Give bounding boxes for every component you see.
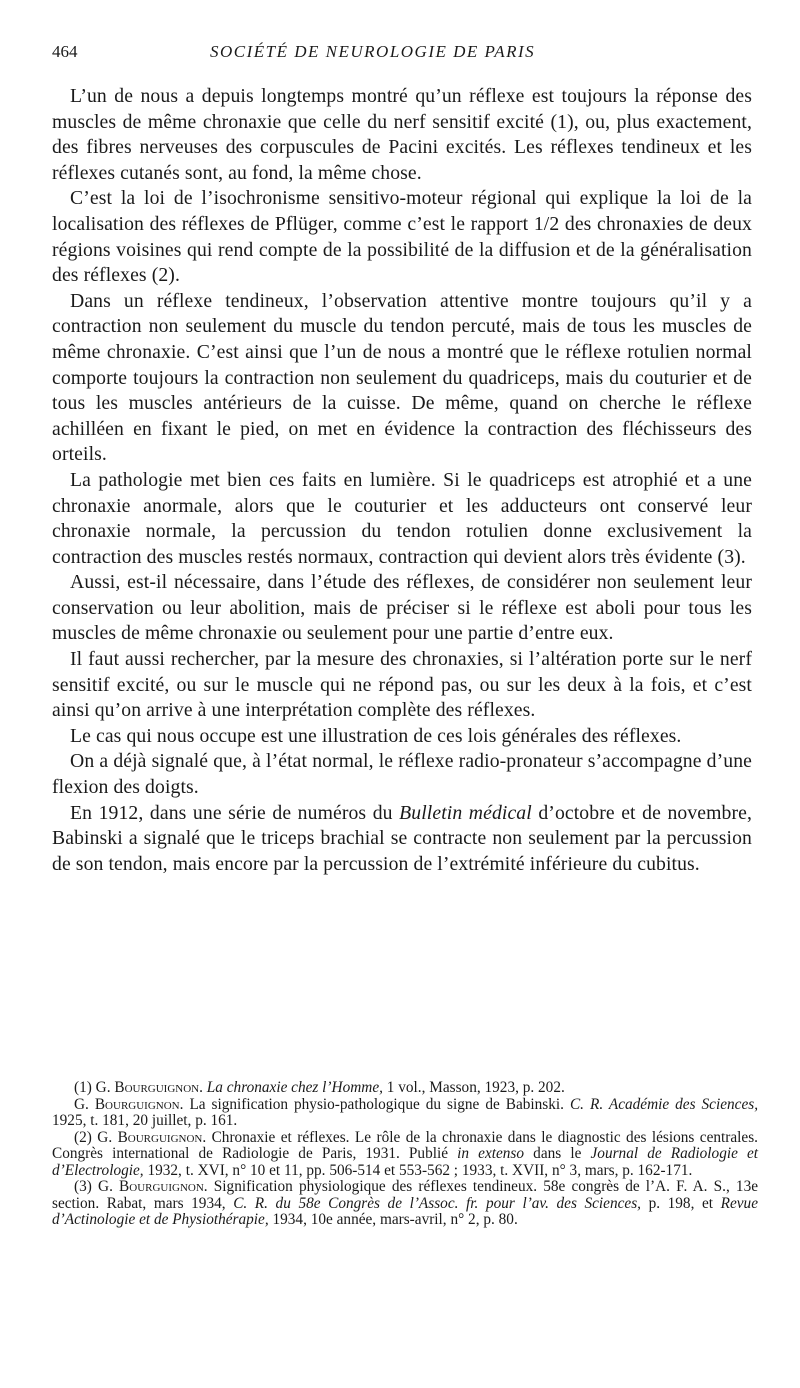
paragraph: Le cas qui nous occupe est une illustration de ces lois générales des réflexes. <box>70 724 682 747</box>
footnote-text: 1925, t. 181, 20 juillet, p. 161. <box>52 1112 238 1129</box>
text-segment: d’octobre et de novembre, Babinski a signalé que le triceps brachial se contracte non seulement par la percussion de son tendon, mais encore par la percussion de l’extrémité inférieure du cubitus. <box>52 801 753 875</box>
footnote-journal: Journal de Radiologie et d’Electrologie, <box>52 1145 759 1179</box>
footnote-1b <box>52 1097 758 1130</box>
footnote-2 <box>52 1130 758 1180</box>
running-head: SOCIÉTÉ DE NEUROLOGIE DE PARIS <box>210 42 536 61</box>
footnote-author: G. Bourguignon. <box>74 1095 184 1113</box>
paragraph: C’est la loi de l’isochronisme sensitivo-moteur régional qui explique la loi de la localisation des réflexes de Pflüger, comme c’est le rapport 1/2 des chronaxies de deux régions voisines qui rend compte de la possibilité de la diffusion et de la généralisation des réflexes (2). <box>52 187 752 287</box>
paragraph: La pathologie met bien ces faits en lumière. Si le quadriceps est atrophié et a une chronaxie anormale, alors que le couturier et les adducteurs ont conservé leur chronaxie normale, la percussion du tendon rotulien donne exclusivement la contraction des muscles restés normaux, contraction qui devient alors très évidente (3). <box>52 468 752 568</box>
footnotes <box>52 1080 758 1229</box>
body-text <box>52 84 752 877</box>
footnote-text: Chronaxie et réflexes. Le rôle de la chronaxie dans le diagnostic des lésions centrales. Congrès international de Radiologie de Paris, 1931. Publié <box>52 1128 758 1162</box>
footnote-text: 1934, 10e année, mars-avril, n° 2, p. 80. <box>272 1211 518 1228</box>
footnote-text: La signification physio-pathologique du signe de Babinski. <box>189 1095 564 1113</box>
footnote-journal: C. R. du 58e Congrès de l’Assoc. fr. pour l’av. des Sciences, <box>233 1194 641 1212</box>
paragraph: L’un de nous a depuis longtemps montré qu’un réflexe est toujours la réponse des muscles de même chronaxie que celle du nerf sensitif excité (1), ou, plus exactement, des fibres nerveuses des corpuscules de Pacini excités. Les réflexes tendineux et les réflexes cutanés sont, au fond, la même chose. <box>52 85 752 184</box>
text-segment: En 1912, dans une série de numéros du <box>70 801 400 824</box>
page-header <box>52 42 760 66</box>
footnote-number: (2) <box>74 1128 92 1146</box>
footnote-number: (1) <box>74 1079 92 1096</box>
footnote-author: G. Bourguignon. <box>98 1178 208 1195</box>
footnote-title: La chronaxie chez l’Homme, <box>206 1079 383 1096</box>
footnote-3 <box>52 1179 758 1229</box>
footnote-text: dans le <box>533 1145 582 1162</box>
journal-title: Bulletin médical <box>399 801 532 824</box>
footnote-author: G. Bourguignon. <box>97 1128 207 1146</box>
footnote-text: p. 198, et <box>648 1194 714 1212</box>
footnote-italic: in extenso <box>457 1145 525 1162</box>
footnote-text: Signification physiologique des réflexes tendineux. 58e congrès de l’A. F. A. S., 13e section. Rabat, mars 1934, <box>52 1178 759 1212</box>
footnote-journal: C. R. Académie des Sciences, <box>569 1095 759 1113</box>
page-number: 464 <box>52 42 78 61</box>
footnote-number: (3) <box>74 1178 92 1195</box>
footnote-journal: Revue d’Actinologie et de Physiothérapie, <box>52 1194 758 1228</box>
paragraph: Dans un réflexe tendineux, l’observation attentive montre toujours qu’il y a contraction non seulement du muscle du tendon percuté, mais de tous les muscles de même chronaxie. C’est ainsi que l’un de nous a montré que le réflexe rotulien normal comporte toujours la contraction non seulement du quadriceps, mais du couturier et de tous les muscles antérieurs de la cuisse. De même, quand on cherche le réflexe achilléen en fixant le pied, on met en évidence la contraction des fléchisseurs des orteils. <box>52 289 752 466</box>
paragraph: Aussi, est-il nécessaire, dans l’étude des réflexes, de considérer non seulement leur conservation ou leur abolition, mais de préciser si le réflexe est aboli pour tous les muscles de même chronaxie ou seulement pour une partie d’entre eux. <box>52 571 752 645</box>
paragraph: On a déjà signalé que, à l’état normal, le réflexe radio-pronateur s’accompagne d’une flexion des doigts. <box>52 750 752 799</box>
paragraph: Il faut aussi rechercher, par la mesure des chronaxies, si l’altération porte sur le nerf sensitif excité, ou sur le muscle qui ne répond pas, ou sur les deux à la fois, et c’est ainsi qu’on arrive à une interprétation complète des réflexes. <box>52 648 752 722</box>
paragraph-last <box>52 801 752 878</box>
footnote-1 <box>52 1080 758 1097</box>
footnote-text: 1 vol., Masson, 1923, p. 202. <box>386 1079 565 1096</box>
footnote-text: 1932, t. XVI, n° 10 et 11, pp. 506-514 et 553-562 ; 1933, t. XVII, n° 3, mars, p. 162-171. <box>147 1161 693 1179</box>
footnote-author: G. Bourguignon. <box>95 1079 203 1096</box>
